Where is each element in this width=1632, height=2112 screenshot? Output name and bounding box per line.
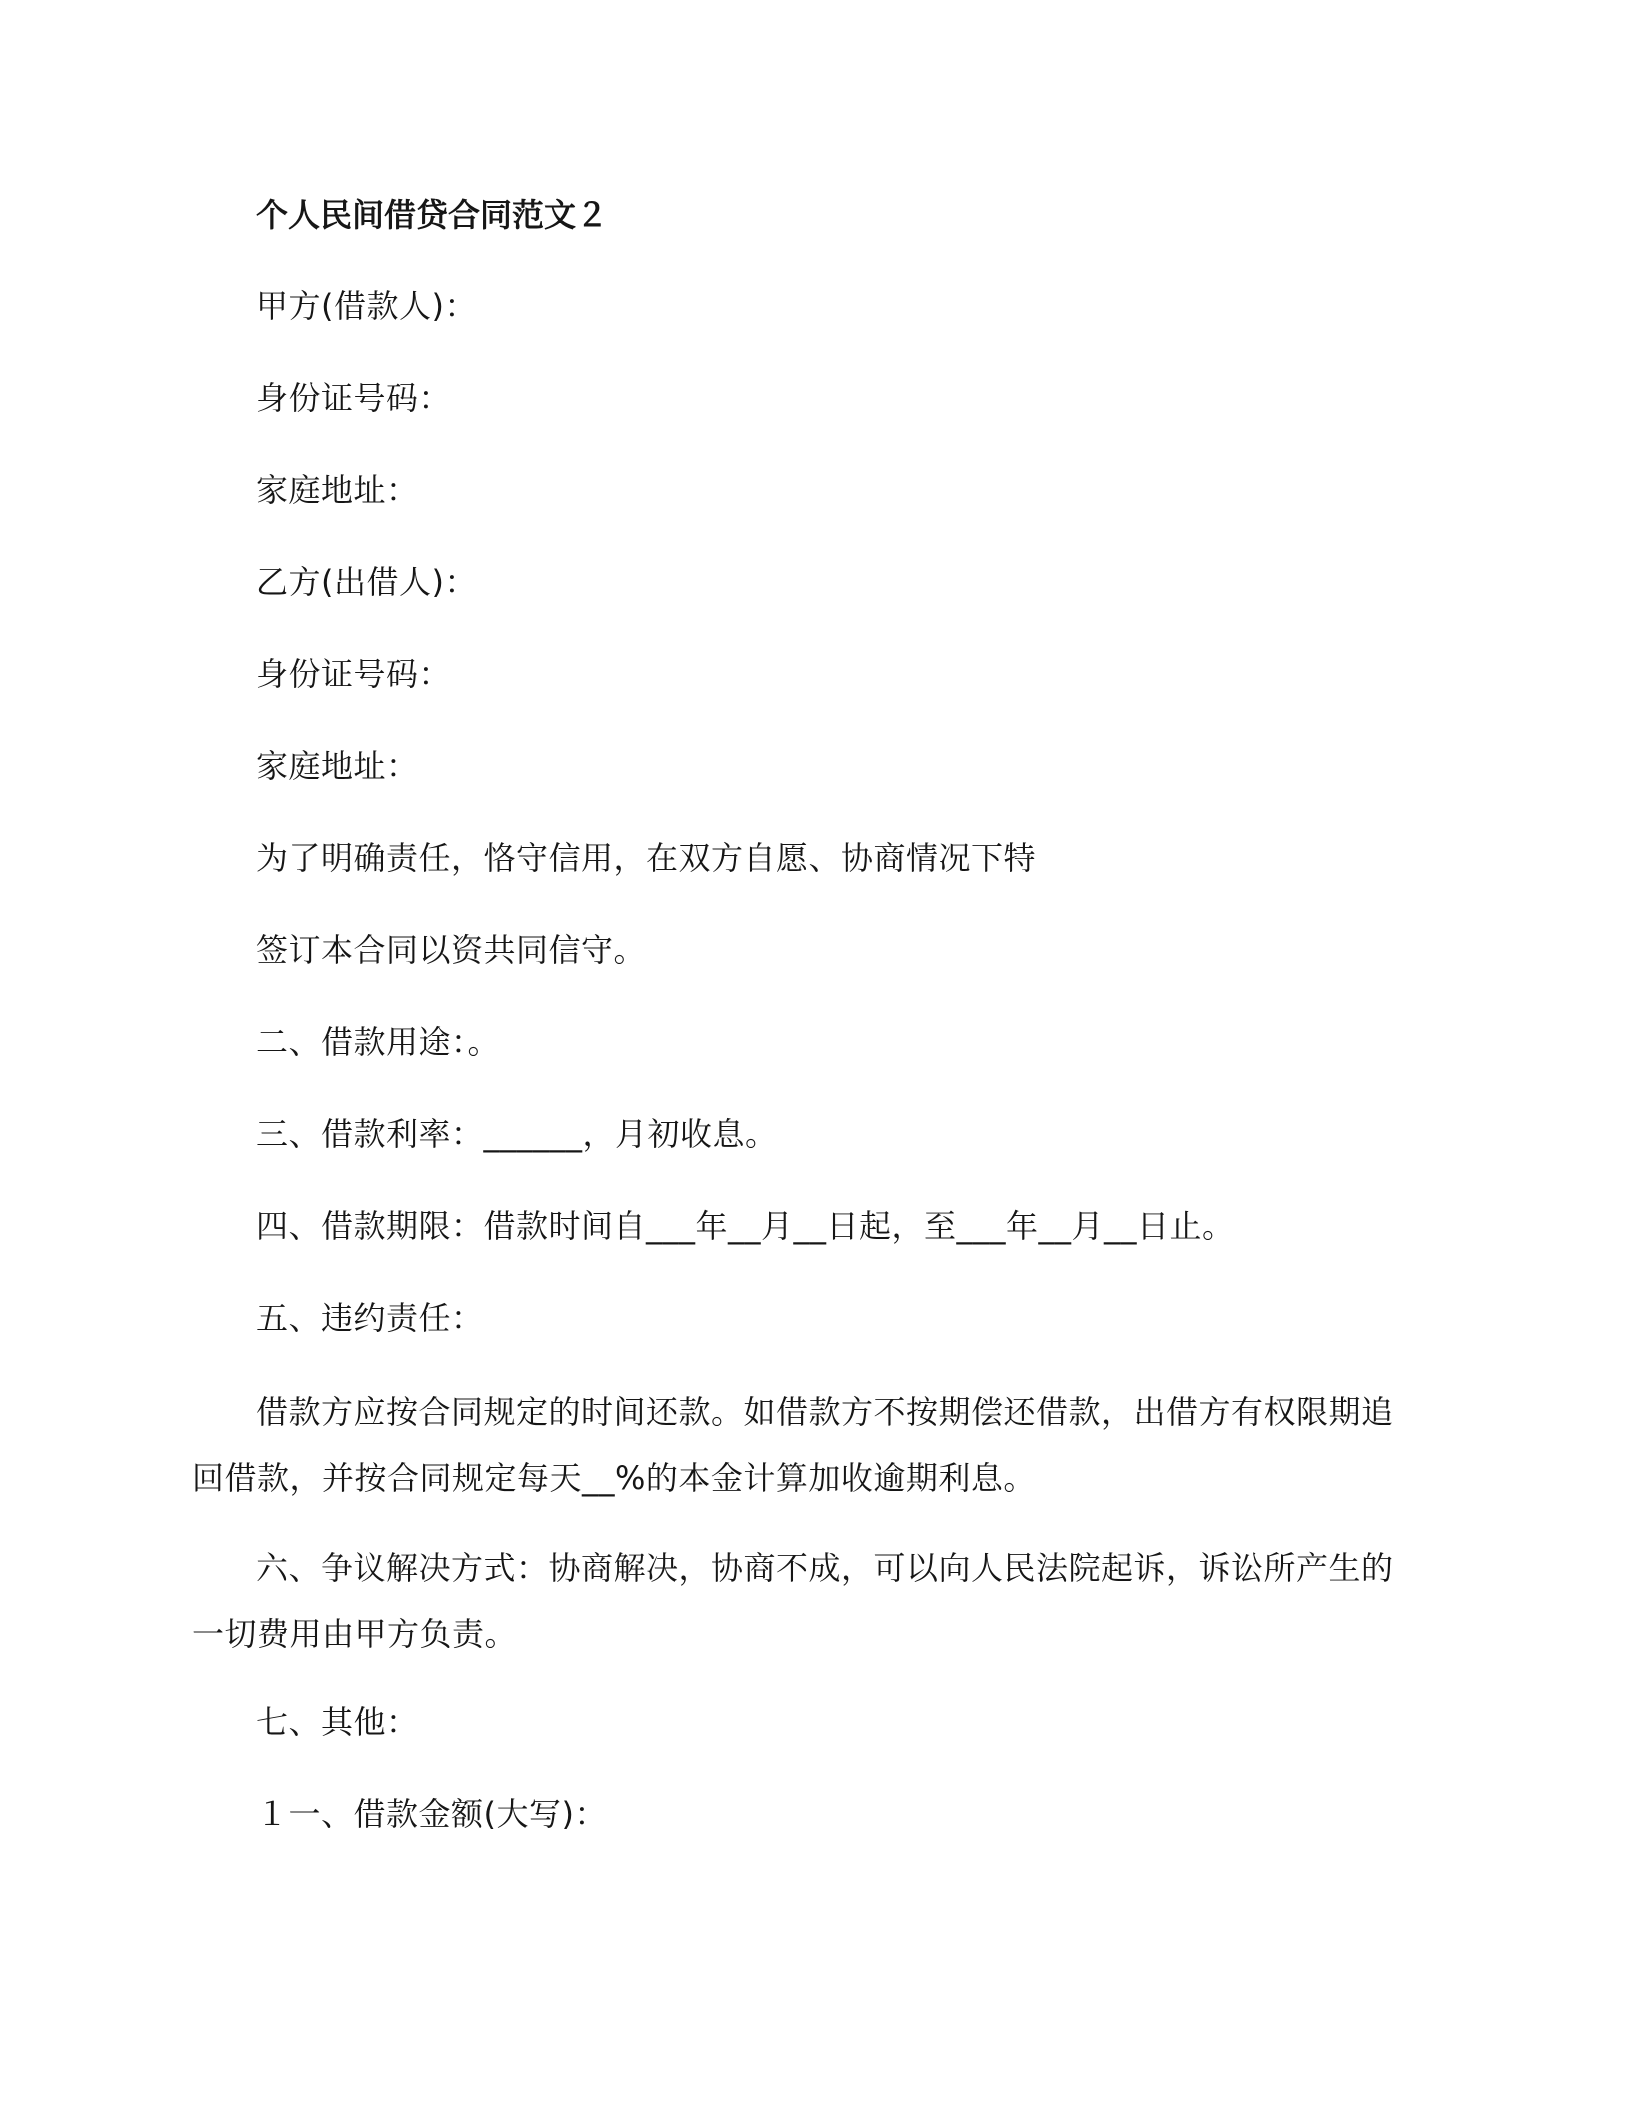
clause-loan-term: 四、借款期限：借款时间自___年__月__日起，至___年__月__日止。: [256, 1207, 1235, 1245]
clause-loan-purpose: 二、借款用途：。: [256, 1023, 501, 1061]
clause-breach-heading: 五、违约责任：: [256, 1299, 484, 1337]
preamble-line-2: 签订本合同以资共同信守。: [256, 931, 647, 969]
loan-amount-label: １一、借款金额(大写)：: [256, 1795, 607, 1833]
borrower-label: 甲方(借款人)：: [256, 287, 477, 325]
lender-id-label: 身份证号码：: [256, 655, 452, 693]
clause-other-heading: 七、其他：: [256, 1703, 419, 1741]
lender-label: 乙方(出借人)：: [256, 563, 477, 601]
document-title: 个人民间借贷合同范文２: [256, 196, 609, 234]
borrower-address-label: 家庭地址：: [256, 471, 419, 509]
lender-address-label: 家庭地址：: [256, 747, 419, 785]
clause-dispute-resolution: 六、争议解决方式：协商解决，协商不成，可以向人民法院起诉，诉讼所产生的一切费用由甲方负责。: [192, 1549, 1394, 1653]
clause-interest-rate: 三、借款利率：______，月初收息。: [256, 1115, 778, 1153]
borrower-id-label: 身份证号码：: [256, 379, 452, 417]
preamble-line-1: 为了明确责任，恪守信用，在双方自愿、协商情况下特: [256, 839, 1037, 877]
clause-breach-body: 借款方应按合同规定的时间还款。如借款方不按期偿还借款，出借方有权限期追回借款，并按合同规定每天__%的本金计算加收逾期利息。: [192, 1393, 1394, 1497]
